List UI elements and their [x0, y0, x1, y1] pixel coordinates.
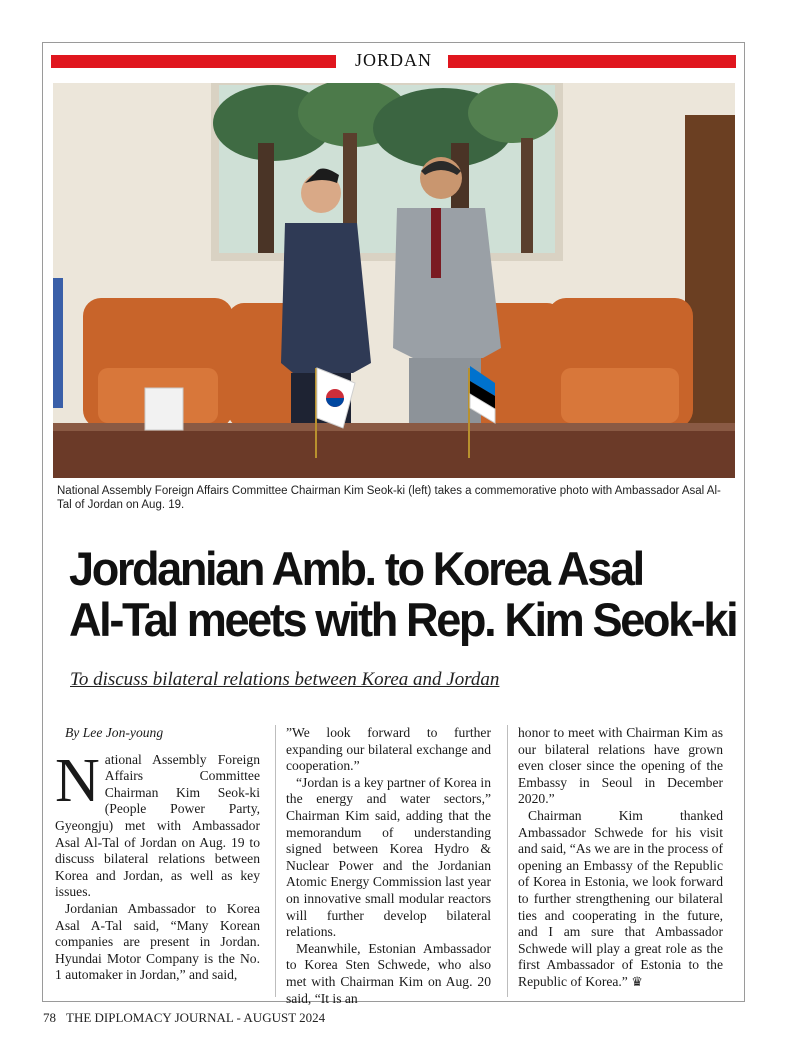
- article-column-2: [286, 725, 491, 1007]
- page-footer: [43, 1010, 325, 1026]
- paragraph: Jordanian Ambassador to Korea Asal A-Tal said, “Many Korean companies are present in Jordan. Hyundai Motor Company is the No. 1 automaker in Jordan,” and said,: [55, 900, 260, 983]
- article-column-1: [55, 725, 260, 984]
- armchair-right: [548, 298, 693, 428]
- paragraph: honor to meet with Chairman Kim as our bilateral relations have grown even closer since the opening of the Embassy in Seoul in December 2020.”: [518, 725, 723, 807]
- headline-line-1: Jordanian Amb. to Korea Asal: [69, 542, 643, 595]
- paragraph-text: ational Assembly Foreign Affairs Committee Chairman Kim Seok-ki (People Power Party, Gyeongju) met with Ambassador Asal Al-Tal of Jordan on Aug. 19 to discuss bilateral relations between Korea and Jordan, as well as key issues.: [55, 751, 260, 900]
- publication-name: THE DIPLOMACY JOURNAL - AUGUST 2024: [66, 1010, 326, 1025]
- paragraph: [55, 746, 260, 901]
- headline: [69, 542, 737, 646]
- subheadline: To discuss bilateral relations between Korea and Jordan: [70, 669, 500, 690]
- photo-caption: National Assembly Foreign Affairs Committee Chairman Kim Seok-ki (left) takes a commemorative photo with Ambassador Asal Al-Tal of Jordan on Aug. 19.: [57, 485, 721, 511]
- paragraph: ”We look forward to further expanding our bilateral exchange and cooperation.”: [286, 725, 491, 774]
- paragraph-text: Chairman Kim thanked Ambassador Schwede for his visit and said, “As we are in the process of opening an Embassy of the Republic of Korea in Estonia, we look forward to further strengthening our bilateral ties and cooperating in the future, and I am sure that Ambassador Schwede will play a great role as the first Ambassador of Estonia to the Republic of Korea.”: [518, 807, 723, 989]
- column-divider-2: [507, 725, 508, 997]
- photo-illustration: [53, 83, 735, 478]
- byline: By Lee Jon-young: [65, 725, 164, 740]
- section-header: [51, 50, 736, 70]
- end-mark-icon: ♛: [631, 973, 643, 989]
- gift-bag: [145, 388, 183, 430]
- drop-cap: N: [55, 746, 100, 815]
- article-frame: [42, 42, 745, 1006]
- paragraph: Meanwhile, Estonian Ambassador to Korea Sten Schwede, who also met with Chairman Kim on Aug. 20 said, “It is an: [286, 940, 491, 1006]
- conference-table: [53, 428, 735, 478]
- section-title: JORDAN: [354, 50, 432, 70]
- paragraph: “Jordan is a key partner of Korea in the energy and water sectors,” Chairman Kim said, adding that the memorandum of understanding signed between Korea Hydro & Nuclear Power and the Jordanian Atomic Energy Commission last year on innovative small modular reactors will further develop bilateral relations.: [286, 774, 491, 940]
- column-divider-1: [275, 725, 276, 997]
- paragraph: [518, 808, 723, 991]
- article-column-3: [518, 725, 723, 991]
- page-number: 78: [43, 1010, 56, 1025]
- article-photo: [53, 83, 735, 478]
- headline-line-2: Al-Tal meets with Rep. Kim Seok-ki: [69, 593, 737, 646]
